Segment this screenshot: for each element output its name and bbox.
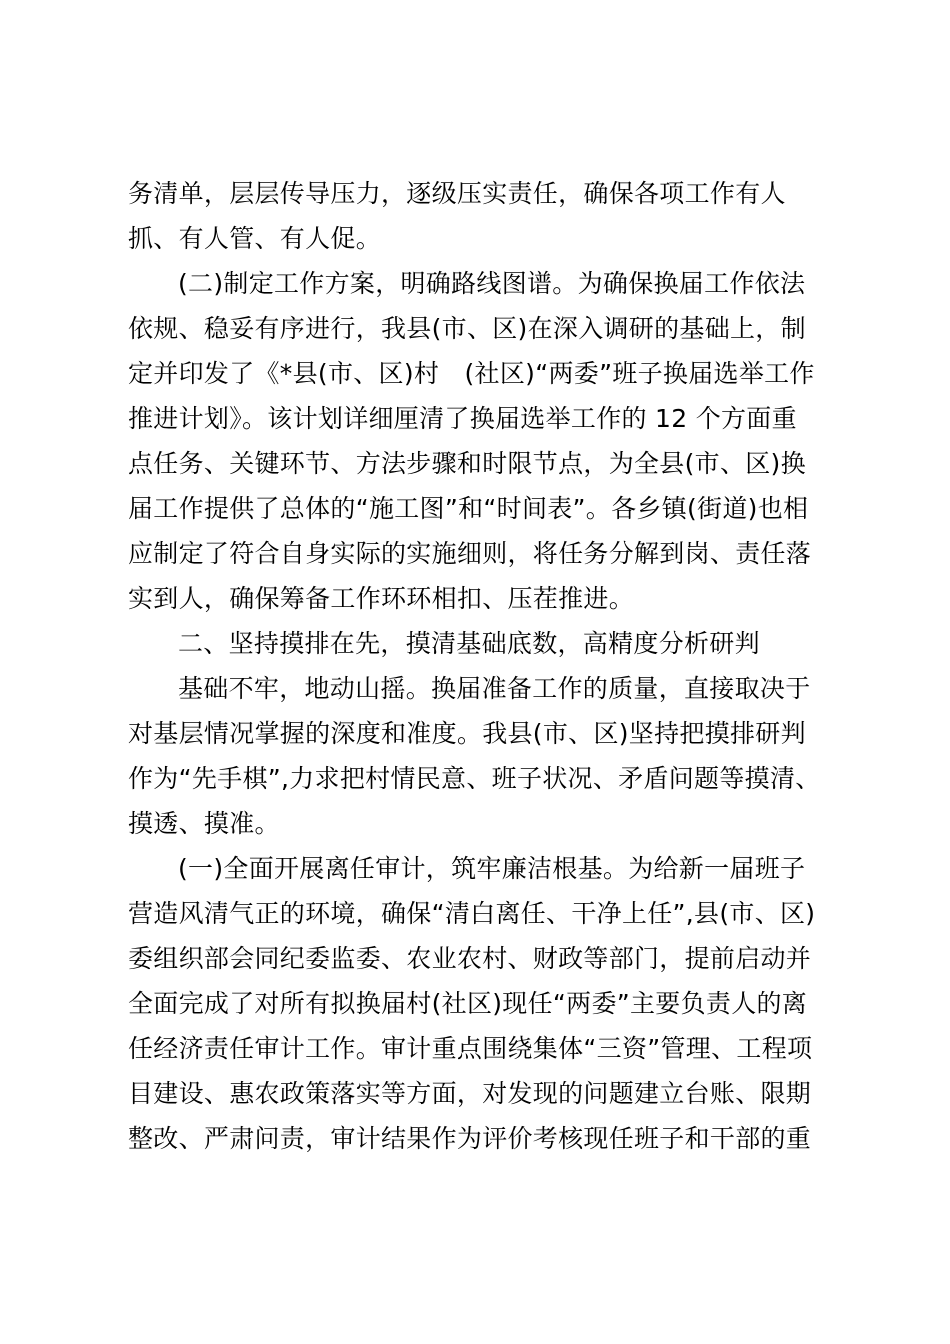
- text-line: 依规、稳妥有序进行，我县(市、区)在深入调研的基础上，制: [128, 314, 806, 343]
- section-heading: 二、坚持摸排在先，摸清基础底数，高精度分析研判: [178, 629, 760, 658]
- text-line: 务清单，层层传导压力，逐级压实责任，确保各项工作有人: [128, 179, 786, 208]
- text-line: 全面完成了对所有拟换届村(社区)现任“两委”主要负责人的离: [128, 989, 808, 1018]
- text-line: 届工作提供了总体的“施工图”和“时间表”。各乡镇(街道)也相: [128, 494, 809, 523]
- section-heading: (二)制定工作方案，明确路线图谱。为确保换届工作依法: [178, 269, 806, 298]
- text-line: 摸透、摸准。: [128, 809, 280, 838]
- text-line: 营造风清气正的环境，确保“清白离任、干净上任”,县(市、区): [128, 899, 816, 928]
- section-heading: (一)全面开展离任审计，筑牢廉洁根基。为给新一届班子: [178, 854, 806, 883]
- text-line: 整改、严肃问责，审计结果作为评价考核现任班子和干部的重: [128, 1124, 812, 1153]
- text-line: 抓、有人管、有人促。: [128, 224, 382, 253]
- text-line: 点任务、关键环节、方法步骤和时限节点，为全县(市、区)换: [128, 449, 806, 478]
- text-line: 实到人，确保筹备工作环环相扣、压茬推进。: [128, 584, 635, 613]
- text-line: 基础不牢，地动山摇。换届准备工作的质量，直接取决于: [178, 674, 811, 703]
- text-line: 任经济责任审计工作。审计重点围绕集体“三资”管理、工程项: [128, 1034, 813, 1063]
- text-line: 目建设、惠农政策落实等方面，对发现的问题建立台账、限期: [128, 1079, 812, 1108]
- text-line: 推进计划》。该计划详细厘清了换届选举工作的 12 个方面重: [128, 404, 797, 433]
- text-line: 应制定了符合自身实际的实施细则，将任务分解到岗、责任落: [128, 539, 812, 568]
- text-line: 作为“先手棋”,力求把村情民意、班子状况、矛盾问题等摸清、: [128, 764, 821, 793]
- text-line: 对基层情况掌握的深度和准度。我县(市、区)坚持把摸排研判: [128, 719, 806, 748]
- text-line: 委组织部会同纪委监委、农业农村、财政等部门，提前启动并: [128, 944, 812, 973]
- text-line: 定并印发了《*县(市、区)村 (社区)“两委”班子换届选举工作: [128, 359, 815, 388]
